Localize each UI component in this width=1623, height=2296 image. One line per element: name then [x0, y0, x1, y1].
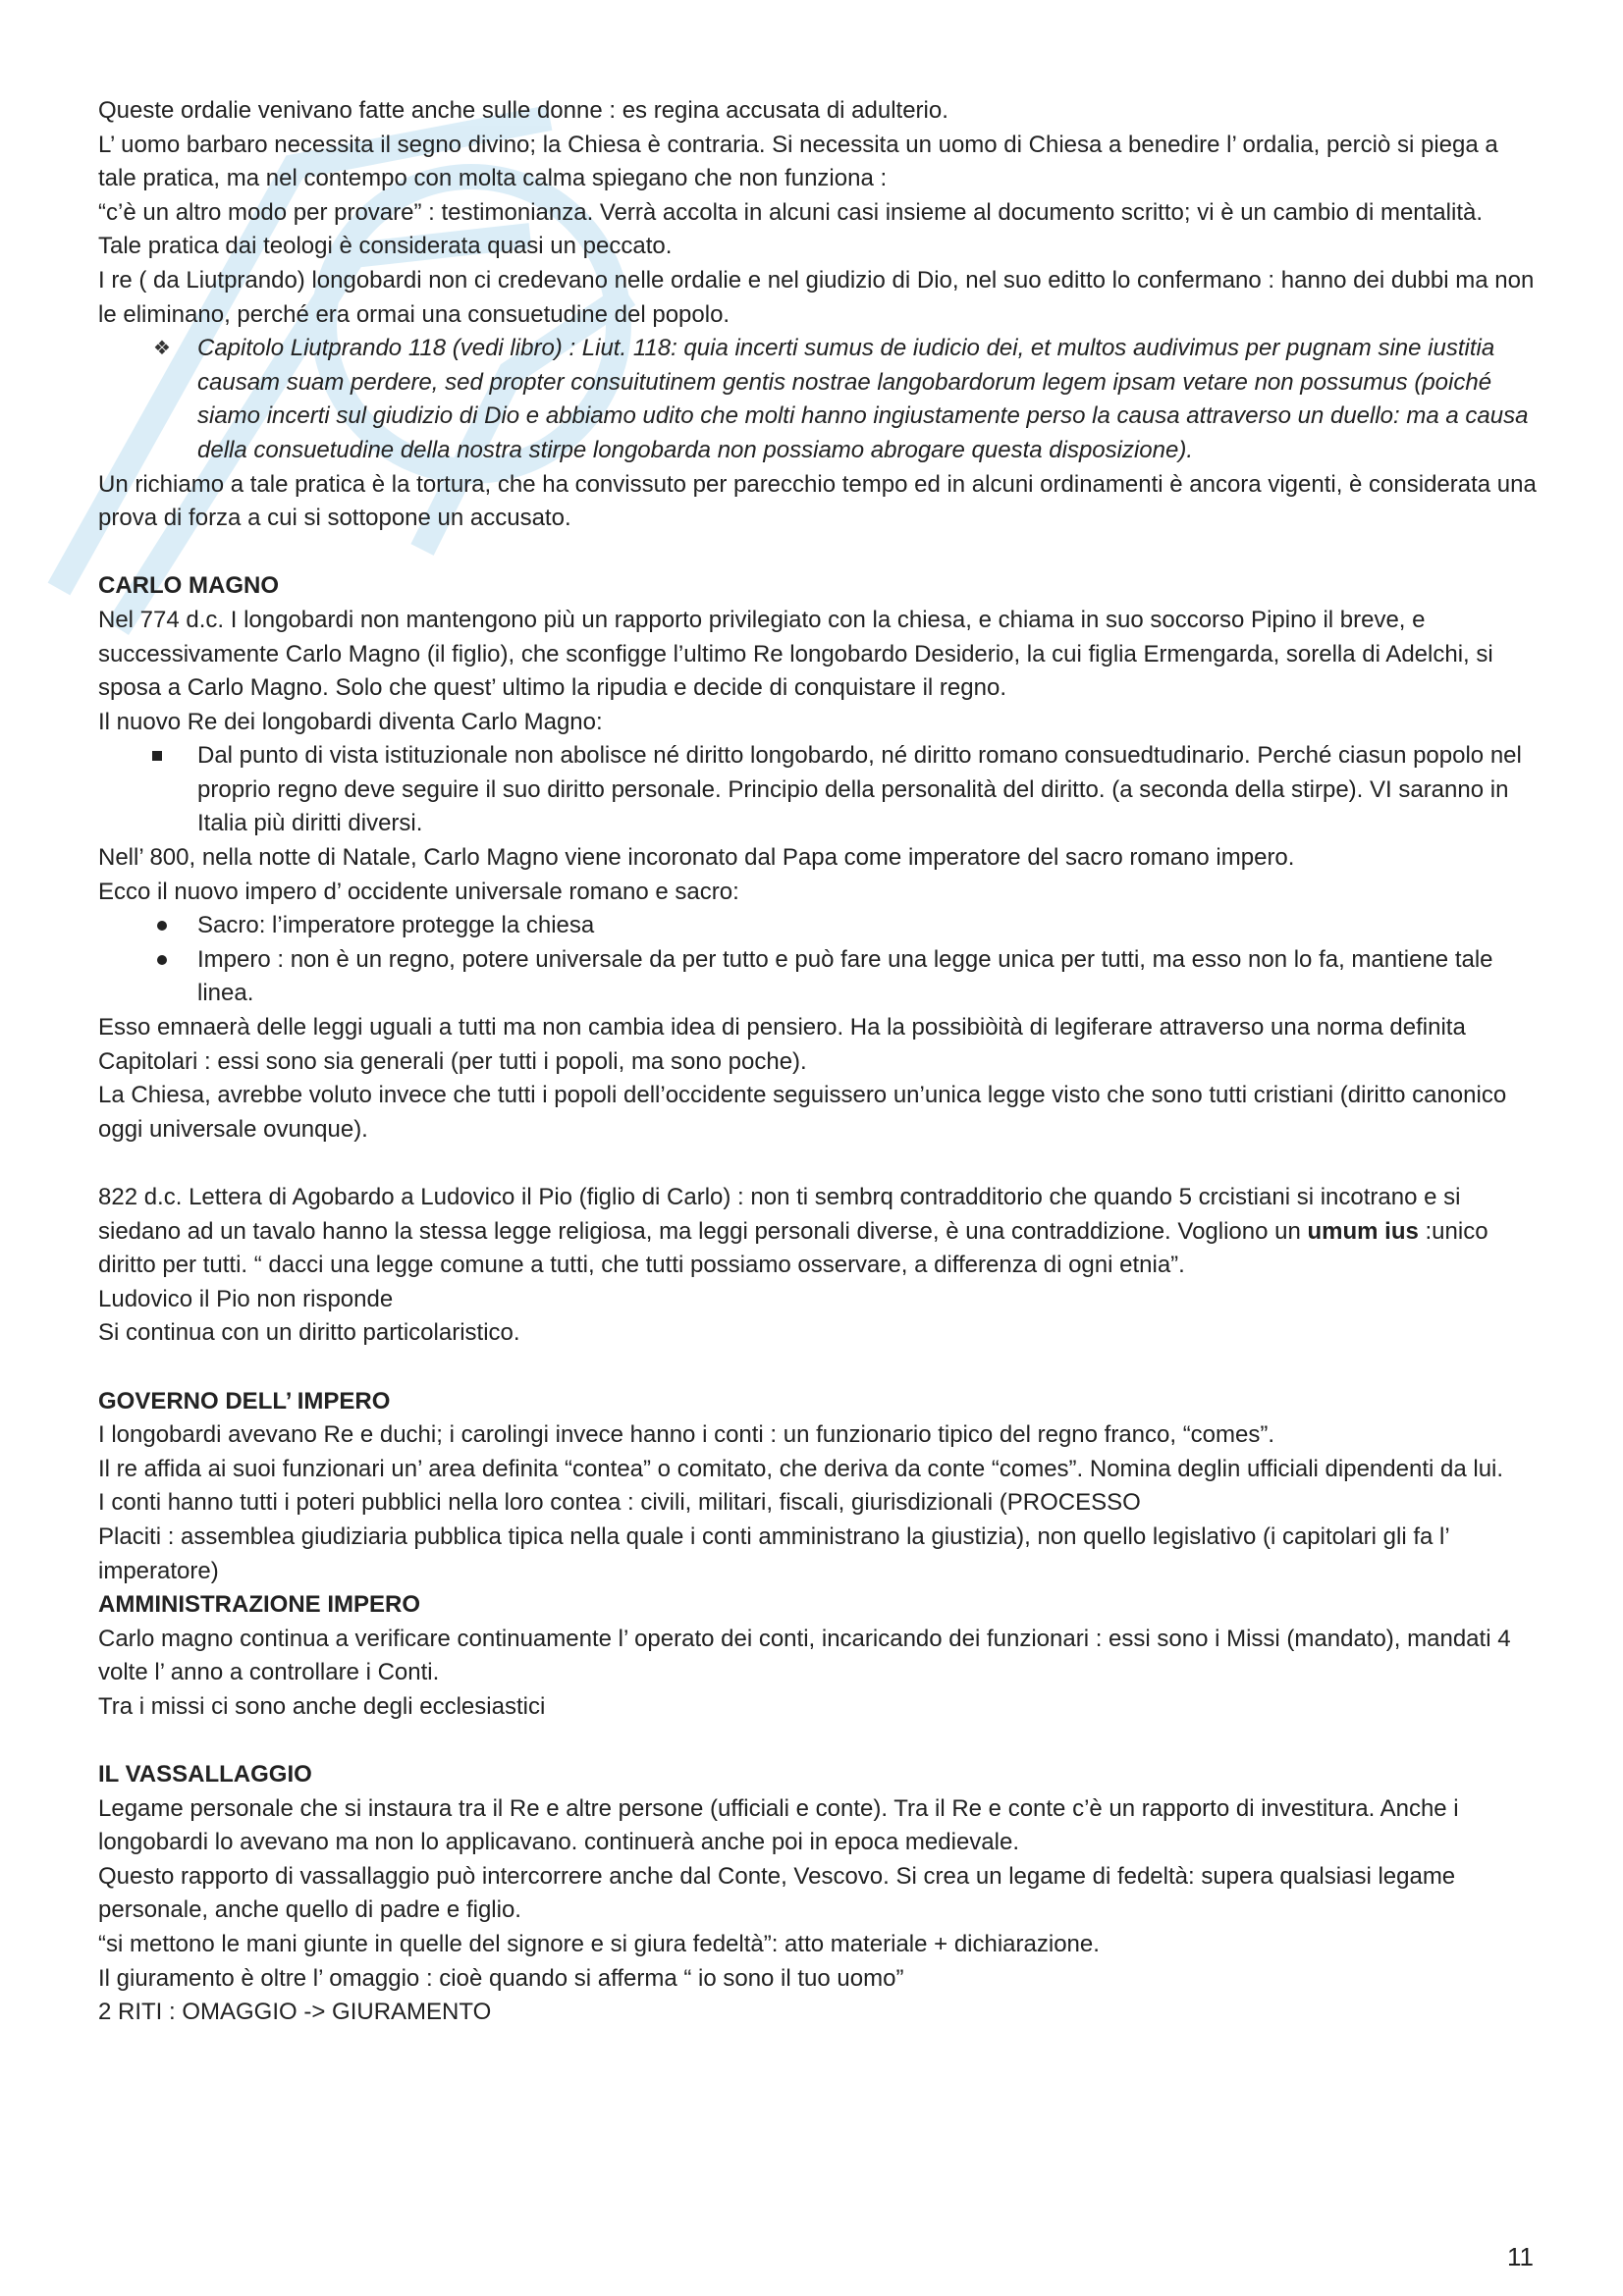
- paragraph: Il re affida ai suoi funzionari un’ area definita “contea” o comitato, che deriva da conte “comes”. Nomina deglin ufficiali dipendenti da lui.: [98, 1455, 1504, 1482]
- paragraph: “si mettono le mani giunte in quelle del signore e si giura fedeltà”: atto materiale + dichiarazione.: [98, 1931, 1100, 1958]
- list-item-text: Impero : non è un regno, potere universale da per tutto e può fare una legge unica per tutti, ma esso non lo fa, mantiene tale linea.: [197, 945, 1493, 1007]
- paragraph: Esso emnaerà delle leggi uguali a tutti ma non cambia idea di pensiero. Ha la possibiòità di legiferare attraverso una norma definita Capitolari : essi sono sia generali (per tutti i popoli, ma sono poche).: [98, 1014, 1466, 1075]
- list-item-text: Sacro: l’imperatore protegge la chiesa: [197, 912, 595, 939]
- paragraph: La Chiesa, avrebbe voluto invece che tutti i popoli dell’occidente seguissero un’unica legge visto che sono tutti cristiani (diritto canonico oggi universale ovunque).: [98, 1082, 1507, 1143]
- diamond-bullet-icon: ❖: [153, 338, 171, 360]
- section-heading-governo: GOVERNO DELL’ IMPERO: [98, 1387, 391, 1415]
- quote-text: Capitolo Liutprando 118 (vedi libro) : Liut. 118: quia incerti sumus de iudicio dei, et multos audivimus per pugnam sine iustitia causam suam perdere, sed propter consuitutinem gentis nostrae langobardorum legem ipsam vetare non possumus (poiché siamo incerti sul giudizio di Dio e abbiamo udito che molti hanno ingiustamente perso la causa attraverso un duello: ma a causa della consuetudine della nostra stirpe longobarda non possiamo abrogare questa disposizione).: [197, 335, 1529, 463]
- list-item: [98, 739, 1542, 841]
- dot-bullet-icon: [157, 955, 167, 965]
- paragraph: I longobardi avevano Re e duchi; i carolingi invece hanno i conti : un funzionario tipico del regno franco, “comes”.: [98, 1421, 1275, 1449]
- section-heading-amministrazione: AMMINISTRAZIONE IMPERO: [98, 1591, 420, 1619]
- dot-bullet-icon: [157, 921, 167, 931]
- paragraph: Ludovico il Pio non risponde: [98, 1285, 394, 1312]
- paragraph: Tale pratica dai teologi è considerata quasi un peccato.: [98, 233, 673, 260]
- paragraph: Un richiamo a tale pratica è la tortura, che ha convissuto per parecchio tempo ed in alcuni ordinamenti è ancora vigenti, è considerata una prova di forza a cui si sottopone un accusato.: [98, 470, 1537, 532]
- section-heading-carlo-magno: CARLO MAGNO: [98, 572, 279, 600]
- list-item: [98, 909, 1542, 943]
- bold-term: umum ius: [1307, 1217, 1419, 1245]
- page-number: 11: [1507, 2242, 1534, 2271]
- paragraph: Il nuovo Re dei longobardi diventa Carlo Magno:: [98, 708, 603, 735]
- paragraph: Queste ordalie venivano fatte anche sulle donne : es regina accusata di adulterio.: [98, 97, 948, 124]
- paragraph: Legame personale che si instaura tra il Re e altre persone (ufficiali e conte). Tra il Re e conte c’è un rapporto di investitura. Anche i longobardi lo avevano ma non lo applicavano. continuerà anche poi in epoca medievale.: [98, 1794, 1459, 1856]
- paragraph: Nel 774 d.c. I longobardi non mantengono più un rapporto privilegiato con la chiesa, e chiama in suo soccorso Pipino il breve, e successivamente Carlo Magno (il figlio), che sconfigge l’ultimo Re longobardo Desiderio, la cui figlia Ermengarda, sorella di Adelchi, si sposa a Carlo Magno. Solo che quest’ ultimo la ripudia e decide di conquistare il regno.: [98, 606, 1493, 702]
- paragraph: Nell’ 800, nella notte di Natale, Carlo Magno viene incoronato dal Papa come imperatore del sacro romano impero.: [98, 844, 1295, 872]
- list-item-text: Dal punto di vista istituzionale non abolisce né diritto longobardo, né diritto romano consuedtudinario. Perché ciasun popolo nel proprio regno deve seguire il suo diritto personale. Principio della personalità del diritto. (a seconda della stirpe). VI saranno in Italia più diritti diversi.: [197, 742, 1522, 837]
- paragraph: Placiti : assemblea giudiziaria pubblica tipica nella quale i conti amministrano la giustizia), non quello legislativo (i capitolari gli fa l’ imperatore): [98, 1522, 1449, 1584]
- paragraph: L’ uomo barbaro necessita il segno divino; la Chiesa è contraria. Si necessita un uomo di Chiesa a benedire l’ ordalia, perciò si piega a tale pratica, ma nel contempo con molta calma spiegano che non funziona :: [98, 131, 1498, 192]
- paragraph: Carlo magno continua a verificare continuamente l’ operato dei conti, incaricando dei funzionari : essi sono i Missi (mandato), mandati 4 volte l’ anno a controllare i Conti.: [98, 1625, 1511, 1686]
- paragraph: I re ( da Liutprando) longobardi non ci credevano nelle ordalie e nel giudizio di Dio, nel suo editto lo confermano : hanno dei dubbi ma non le eliminano, perché era ormai una consuetudine del popolo.: [98, 266, 1535, 328]
- section-heading-vassallaggio: IL VASSALLAGGIO: [98, 1761, 312, 1789]
- paragraph: Si continua con un diritto particolaristico.: [98, 1319, 520, 1347]
- paragraph: I conti hanno tutti i poteri pubblici nella loro contea : civili, militari, fiscali, giurisdizionali (PROCESSO: [98, 1489, 1141, 1517]
- paragraph: Il giuramento è oltre l’ omaggio : cioè quando si afferma “ io sono il tuo uomo”: [98, 1964, 904, 1992]
- square-bullet-icon: [152, 751, 162, 761]
- list-item: [98, 943, 1542, 1011]
- paragraph: Questo rapporto di vassallaggio può intercorrere anche dal Conte, Vescovo. Si crea un legame di fedeltà: supera qualsiasi legame personale, anche quello di padre e figlio.: [98, 1862, 1456, 1924]
- paragraph: “c’è un altro modo per provare” : testimonianza. Verrà accolta in alcuni casi insieme al documento scritto; vi è un cambio di mentalità.: [98, 198, 1483, 226]
- paragraph: 2 RITI : OMAGGIO -> GIURAMENTO: [98, 1999, 492, 2026]
- quote-list-item: [98, 332, 1542, 467]
- paragraph: Ecco il nuovo impero d’ occidente universale romano e sacro:: [98, 878, 739, 905]
- paragraph: Tra i missi ci sono anche degli ecclesiastici: [98, 1692, 546, 1720]
- paragraph-agobardo: 822 d.c. Lettera di Agobardo a Ludovico il Pio (figlio di Carlo) : non ti sembrq contradditorio che quando 5 crcistiani si incotrano e si siedano ad un tavalo hanno la stessa legge religiosa, ma leggi personali diverse, è una contraddizione. Vogliono un umum ius :unico diritto per tutti. “ dacci una legge comune a tutti, che tutti possiamo osservare, a differenza di ogni etnia”.: [98, 1184, 1488, 1279]
- document-body: [98, 94, 1542, 2030]
